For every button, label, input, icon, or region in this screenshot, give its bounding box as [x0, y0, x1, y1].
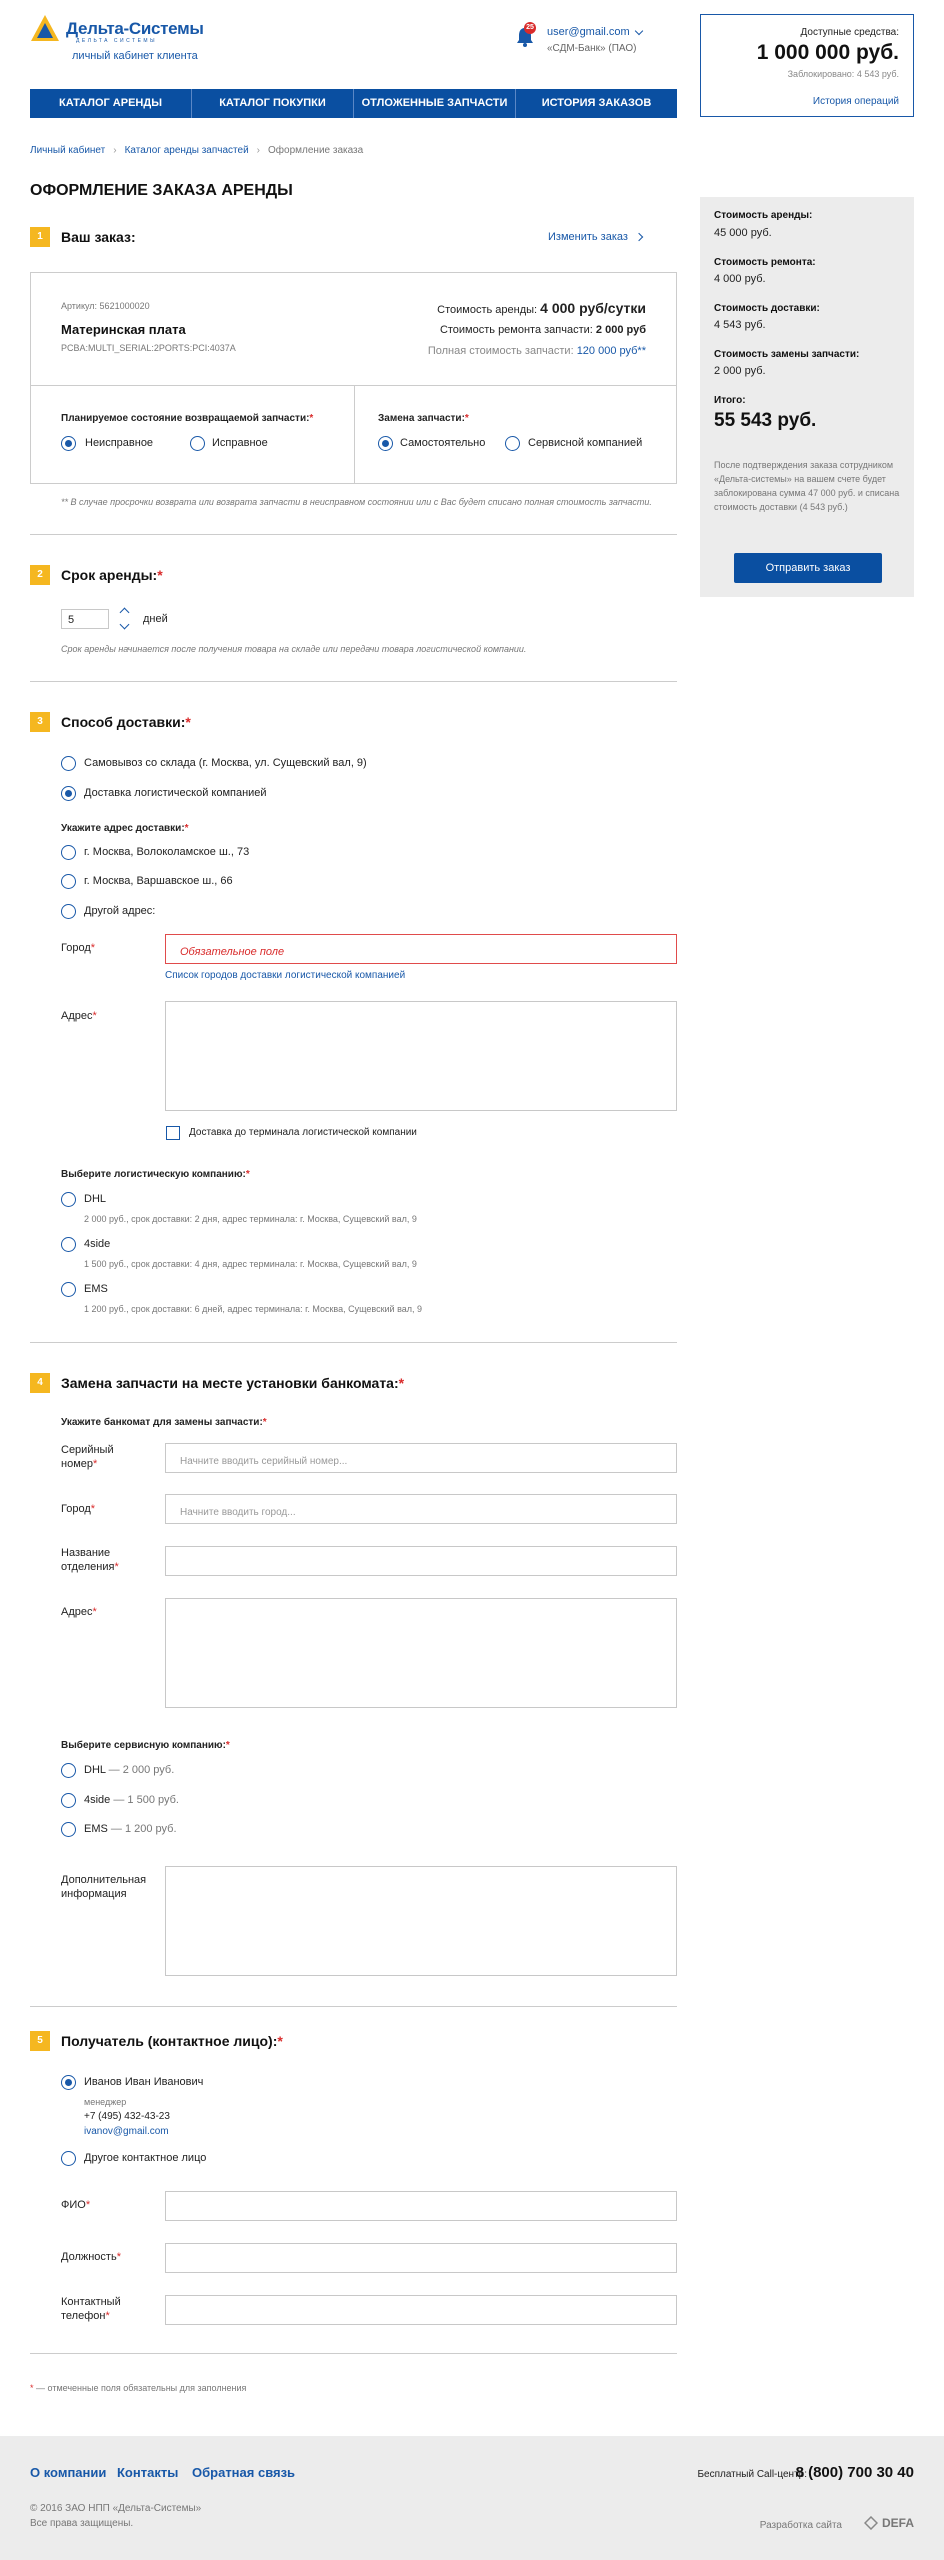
bank-name: «СДМ-Банк» (ПАО): [547, 43, 637, 54]
replacement-label: [378, 412, 469, 426]
extra-info-label-line2: информация: [61, 1888, 127, 1900]
replace-service-radio[interactable]: [505, 436, 520, 451]
required-fields-note: [30, 2383, 246, 2393]
breadcrumb-rent-catalog[interactable]: Каталог аренды запчастей: [124, 145, 249, 156]
company-ems-radio[interactable]: [61, 1282, 76, 1297]
summary-repair-value: 4 000 руб.: [714, 273, 766, 285]
summary-delivery-label: Стоимость доставки:: [714, 303, 820, 314]
summary-replace-value: 2 000 руб.: [714, 365, 766, 377]
position-input[interactable]: [165, 2243, 677, 2273]
address-textarea[interactable]: [165, 1001, 677, 1111]
summary-repair-label: Стоимость ремонта:: [714, 257, 816, 268]
rent-cost-label: Стоимость аренды:: [437, 304, 538, 316]
branch-input[interactable]: [165, 1546, 677, 1576]
required-mark: *: [92, 1010, 97, 1022]
required-mark: *: [114, 1561, 119, 1573]
state-label-text: Планируемое состояние возвращаемой запчасти:: [61, 413, 310, 424]
change-order-link[interactable]: [548, 231, 642, 243]
footer: [0, 2436, 944, 2560]
required-mark: *: [262, 1417, 267, 1428]
serial-label-line1: Серийный: [61, 1444, 114, 1456]
replace-self-label: Самостоятельно: [400, 437, 486, 449]
user-email: user@gmail.com: [547, 26, 630, 38]
delivery-pickup-radio[interactable]: [61, 756, 76, 771]
company-dhl-label: DHL: [84, 1193, 107, 1205]
recipient-phone: +7 (495) 432-43-23: [84, 2111, 170, 2122]
recipient-other-radio[interactable]: [61, 2151, 76, 2166]
main-nav: [30, 89, 677, 118]
required-mark: *: [184, 823, 189, 834]
developer-logo-link[interactable]: [864, 2516, 914, 2530]
service-4side-name: 4side: [84, 1794, 111, 1806]
call-center-label: Бесплатный Call-центр:: [697, 2469, 807, 2480]
call-center-phone: 8 (800) 700 30 40: [795, 2464, 914, 2481]
recipient-name: Иванов Иван Иванович: [84, 2076, 204, 2088]
summary-delivery-value: 4 543 руб.: [714, 319, 766, 331]
chevron-right-icon: [635, 233, 643, 241]
recipient-default-radio[interactable]: [61, 2075, 76, 2090]
copyright: [30, 2501, 201, 2531]
history-link[interactable]: История операций: [812, 96, 899, 107]
company-4side-info: 1 500 руб., срок доставки: 4 дня, адрес терминала: г. Москва, Сущевский вал, 9: [84, 1259, 417, 1269]
user-menu[interactable]: [547, 26, 642, 38]
delivery-cities-link[interactable]: Список городов доставки логистической компанией: [165, 970, 406, 981]
chevron-right-icon: ›: [256, 145, 261, 156]
section-divider: [30, 534, 677, 535]
section-title-order: Ваш заказ:: [61, 229, 136, 245]
contact-phone-label: [61, 2295, 121, 2323]
atm-address-label-text: Адрес: [61, 1606, 93, 1618]
days-stepper[interactable]: [119, 605, 131, 633]
required-mark: *: [85, 2199, 91, 2211]
fio-input[interactable]: [165, 2191, 677, 2221]
address-option-2-radio[interactable]: [61, 874, 76, 889]
required-mark: *: [185, 714, 191, 730]
nav-order-history[interactable]: ИСТОРИЯ ЗАКАЗОВ: [541, 97, 652, 109]
service-dhl-price: — 2 000 руб.: [105, 1764, 175, 1776]
extra-info-label: [61, 1873, 146, 1901]
send-order-button[interactable]: Отправить заказ: [734, 553, 882, 583]
address-other-radio[interactable]: [61, 904, 76, 919]
address-option-1-radio[interactable]: [61, 845, 76, 860]
address-label: [61, 1009, 97, 1023]
section-divider: [30, 681, 677, 682]
step-number-1: 1: [30, 227, 50, 247]
state-faulty-radio[interactable]: [61, 436, 76, 451]
recipient-other-label: Другое контактное лицо: [84, 2152, 207, 2164]
required-mark: *: [464, 413, 469, 424]
chevron-down-icon: [634, 26, 642, 34]
footnote: ** В случае просрочки возврата или возврата запчасти в неисправном состоянии или с Вас будет списано полная стоимость запчасти.: [61, 497, 652, 507]
contact-phone-label-line2: телефон: [61, 2310, 106, 2322]
company-dhl-info: 2 000 руб., срок доставки: 2 дня, адрес терминала: г. Москва, Сущевский вал, 9: [84, 1214, 417, 1224]
required-mark: *: [225, 1740, 230, 1751]
required-mark: *: [157, 567, 163, 583]
section-divider: [30, 2006, 677, 2007]
summary-rent-value: 45 000 руб.: [714, 227, 772, 239]
logo-tagline: ДЕЛЬТА СИСТЕМЫ: [76, 38, 158, 44]
required-mark: *: [398, 1375, 405, 1391]
contact-phone-label-line1: Контактный: [61, 2296, 121, 2308]
required-mark: *: [30, 2383, 34, 2393]
section-title-delivery-text: Способ доставки:: [61, 714, 186, 730]
company-ems-label: EMS: [84, 1283, 108, 1295]
atm-label: [61, 1416, 267, 1430]
funds-amount: 1 000 000 руб.: [756, 41, 899, 64]
replace-self-radio[interactable]: [378, 436, 393, 451]
company-ems-info: 1 200 руб., срок доставки: 6 дней, адрес терминала: г. Москва, Сущевский вал, 9: [84, 1304, 423, 1314]
fio-label-text: ФИО: [61, 2199, 86, 2211]
section-title-recipient-text: Получатель (контактное лицо):: [61, 2033, 278, 2049]
product-name: Материнская плата: [61, 322, 186, 337]
delivery-logistic-label: Доставка логистической компанией: [84, 787, 267, 799]
footer-feedback-link[interactable]: Обратная связь: [192, 2465, 296, 2480]
city-label-text: Город: [61, 942, 91, 954]
divider: [354, 385, 355, 483]
address-section-label-text: Укажите адрес доставки:: [61, 823, 185, 834]
order-summary-panel: [700, 197, 914, 597]
required-mark: *: [92, 1606, 97, 1618]
logo-name: Дельта-Системы: [66, 19, 204, 38]
serial-input[interactable]: [165, 1443, 677, 1473]
copyright-line1: © 2016 ЗАО НПП «Дельта-Системы»: [30, 2503, 202, 2514]
developer-label: Разработка сайта: [759, 2520, 842, 2531]
summary-total-label: Итого:: [714, 395, 746, 406]
extra-info-textarea[interactable]: [165, 1866, 677, 1976]
defa-logo-icon: [864, 2516, 878, 2530]
state-faulty-label: Неисправное: [85, 437, 154, 449]
company-4side-radio[interactable]: [61, 1237, 76, 1252]
service-ems-label: [84, 1823, 177, 1835]
service-ems-radio[interactable]: [61, 1822, 76, 1837]
replace-service-label: Сервисной компанией: [528, 437, 643, 449]
logo[interactable]: [30, 14, 210, 64]
city-error-text: Обязательное поле: [180, 946, 285, 958]
service-dhl-radio[interactable]: [61, 1763, 76, 1778]
service-4side-label: [84, 1794, 179, 1806]
atm-city-label-text: Город: [61, 1503, 91, 1515]
cabinet-label: личный кабинет клиента: [72, 50, 198, 62]
section-divider: [30, 2353, 677, 2354]
full-cost-value: 120 000 руб**: [576, 345, 646, 357]
service-4side-price: — 1 500 руб.: [110, 1794, 179, 1806]
logistic-company-label-text: Выберите логистическую компанию:: [61, 1169, 246, 1180]
notification-count-badge: 25: [524, 22, 536, 34]
recipient-email-link[interactable]: ivanov@gmail.com: [84, 2126, 169, 2137]
required-mark: *: [90, 1503, 96, 1515]
required-mark: *: [105, 2310, 110, 2322]
address-other-label: Другой адрес:: [84, 905, 156, 917]
section-title-recipient: [61, 2033, 283, 2049]
blocked-amount: Заблокировано: 4 543 руб.: [787, 69, 899, 79]
term-note: Срок аренды начинается после получения товара на складе или передачи товара логистической компании.: [61, 644, 527, 654]
required-fields-note-text: — отмеченные поля обязательны для заполнения: [33, 2383, 247, 2393]
atm-address-textarea[interactable]: [165, 1598, 677, 1708]
page-title: ОФОРМЛЕНИЕ ЗАКАЗА АРЕНДЫ: [30, 182, 293, 199]
change-order-label: Изменить заказ: [548, 231, 628, 243]
service-company-label-text: Выберите сервисную компанию:: [61, 1740, 226, 1751]
serial-placeholder: Начните вводить серийный номер...: [180, 1456, 348, 1467]
funds-panel: [700, 14, 914, 117]
service-ems-price: — 1 200 руб.: [107, 1823, 177, 1835]
service-dhl-name: DHL: [84, 1764, 106, 1776]
required-mark: *: [245, 1169, 250, 1180]
footer-contacts-link[interactable]: Контакты: [117, 2465, 179, 2480]
nav-rent-catalog[interactable]: КАТАЛОГ АРЕНДЫ: [30, 89, 192, 118]
summary-total-value: 55 543 руб.: [714, 410, 817, 431]
atm-address-label: [61, 1605, 97, 1619]
article-number: Артикул: 5621000020: [61, 301, 150, 311]
breadcrumb-current: Оформление заказа: [268, 145, 364, 156]
step-number-4: 4: [30, 1373, 50, 1393]
fio-label: [61, 2198, 90, 2212]
full-cost-label: Полная стоимость запчасти:: [427, 345, 574, 357]
state-label: [61, 412, 313, 426]
recipient-role: менеджер: [84, 2097, 127, 2107]
state-working-label: Исправное: [212, 437, 268, 449]
funds-label: Доступные средства:: [800, 27, 899, 38]
rent-days-input[interactable]: 5: [61, 609, 109, 629]
company-4side-label: 4side: [84, 1238, 111, 1250]
address-option-1-label: г. Москва, Волоколамское ш., 73: [84, 846, 250, 858]
summary-rent-label: Стоимость аренды:: [714, 210, 813, 221]
address-section-label: [61, 822, 189, 836]
replacement-label-text: Замена запчасти:: [378, 413, 465, 424]
section-title-term: [61, 567, 163, 583]
contact-phone-input[interactable]: [165, 2295, 677, 2325]
days-unit: дней: [143, 613, 168, 625]
atm-city-label: [61, 1502, 95, 1516]
summary-info: После подтверждения заказа сотрудником «Дельта-системы» на вашем счете будет заблокирована сумма 47 000 руб. и списана стоимость доставки (4 543 руб.): [714, 460, 900, 512]
repair-cost-row: [440, 324, 646, 336]
section-title-replacement-text: Замена запчасти на месте установки банкомата:: [61, 1375, 399, 1391]
repair-cost-value: 2 000 руб: [595, 324, 646, 336]
section-title-delivery: [61, 714, 191, 730]
section-title-replacement: [61, 1375, 404, 1391]
terminal-checkbox[interactable]: [166, 1126, 180, 1140]
defa-logo-text: DEFA: [881, 2516, 914, 2530]
state-working-radio[interactable]: [190, 436, 205, 451]
step-number-5: 5: [30, 2031, 50, 2051]
section-title-term-text: Срок аренды:: [61, 567, 158, 583]
city-input[interactable]: [165, 934, 677, 964]
step-number-2: 2: [30, 565, 50, 585]
required-mark: *: [90, 942, 96, 954]
address-option-2-label: г. Москва, Варшавское ш., 66: [84, 875, 233, 887]
nav-buy-catalog[interactable]: КАТАЛОГ ПОКУПКИ: [192, 89, 354, 118]
branch-label: [61, 1546, 119, 1574]
notifications-button[interactable]: [516, 22, 536, 46]
company-dhl-radio[interactable]: [61, 1192, 76, 1207]
required-mark: *: [277, 2033, 283, 2049]
service-company-label: [61, 1739, 230, 1753]
order-card: [30, 272, 677, 484]
footer-about-link[interactable]: О компании: [30, 2465, 107, 2480]
atm-label-text: Укажите банкомат для замены запчасти:: [61, 1417, 263, 1428]
delivery-logistic-radio[interactable]: [61, 786, 76, 801]
product-serial: PCBA:MULTI_SERIAL:2PORTS:PCI:4037A: [61, 343, 236, 353]
rent-cost-value: 4 000 руб/сутки: [540, 300, 646, 316]
service-dhl-label: [84, 1764, 174, 1776]
copyright-line2: Все права защищены.: [30, 2518, 134, 2529]
terminal-label: Доставка до терминала логистической компании: [189, 1127, 417, 1138]
chevron-down-icon[interactable]: [120, 620, 130, 630]
chevron-up-icon[interactable]: [120, 608, 130, 618]
required-mark: *: [116, 2251, 121, 2263]
breadcrumb: [30, 145, 363, 156]
logo-icon: [30, 14, 60, 44]
full-cost-row: [428, 345, 646, 357]
required-mark: *: [93, 1458, 98, 1470]
logistic-company-label: [61, 1168, 250, 1182]
rent-cost-row: [437, 300, 646, 316]
position-label: [61, 2250, 121, 2264]
atm-city-input[interactable]: [165, 1494, 677, 1524]
branch-label-line2: отделения: [61, 1561, 115, 1573]
extra-info-label-line1: Дополнительная: [61, 1874, 147, 1886]
nav-deferred-parts[interactable]: ОТЛОЖЕННЫЕ ЗАПЧАСТИ: [354, 89, 516, 118]
branch-label-line1: Название: [61, 1547, 111, 1559]
required-mark: *: [309, 413, 314, 424]
summary-replace-label: Стоимость замены запчасти:: [714, 349, 860, 360]
service-4side-radio[interactable]: [61, 1793, 76, 1808]
chevron-right-icon: ›: [113, 145, 117, 156]
repair-cost-label: Стоимость ремонта запчасти:: [439, 324, 593, 336]
step-number-3: 3: [30, 712, 50, 732]
section-divider: [30, 1342, 677, 1343]
atm-city-placeholder: Начните вводить город...: [180, 1507, 296, 1518]
breadcrumb-home[interactable]: Личный кабинет: [30, 145, 106, 156]
position-label-text: Должность: [61, 2251, 117, 2263]
address-label-text: Адрес: [61, 1010, 93, 1022]
city-label: [61, 941, 95, 955]
serial-label: [61, 1443, 114, 1471]
delivery-pickup-label: Самовывоз со склада (г. Москва, ул. Сущевский вал, 9): [84, 757, 367, 769]
serial-label-line2: номер: [61, 1458, 93, 1470]
service-ems-name: EMS: [84, 1823, 108, 1835]
